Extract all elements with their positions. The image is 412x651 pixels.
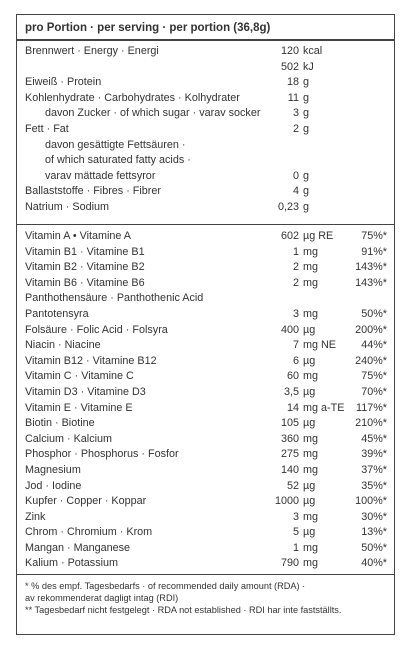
nutrient-amount: 18 [286,76,299,89]
nutrient-amount: 275 [280,448,299,461]
nutrient-percent-rdi: 44%* [361,339,387,352]
footnotes [17,574,394,617]
nutrient-label: Kohlenhydrate · Carbohydrates · Kolhydrater [25,91,240,104]
nutrient-label: Vitamin B12 · Vitamine B12 [25,354,157,367]
nutrient-amount: 360 [280,432,299,445]
nutrient-amount: 52 [286,479,299,492]
nutrient-unit: mg [303,276,318,289]
nutrient-unit: g [303,107,310,120]
nutrient-row [25,153,386,169]
nutrient-percent-rdi: 100%* [355,495,387,508]
nutrient-unit: mg [303,307,318,320]
nutrient-label: varav mättade fettsyror [45,169,156,182]
nutrient-amount: 3 [292,510,299,523]
nutrient-amount: 5 [292,526,299,539]
nutrient-unit: mg a-TE [303,401,345,414]
nutrient-label: Jod · Iodine [25,479,82,492]
nutrient-row [25,200,386,216]
nutrient-row [25,122,386,138]
nutrient-unit: mg [303,245,318,258]
nutrient-amount: 14 [286,401,299,414]
nutrient-row [25,44,386,60]
nutrient-unit: g [303,200,310,213]
nutrient-amount: 120 [280,45,299,57]
nutrient-label: davon gesättigte Fettsäuren · [45,138,186,151]
nutrient-row [25,291,386,307]
nutrient-unit: mg [303,463,318,476]
nutrient-amount: 1 [292,541,299,554]
nutrient-row [25,338,386,354]
nutrient-unit: µg [303,479,316,492]
nutrient-label: Folsäure · Folic Acid · Folsyra [25,323,168,336]
nutrient-row [25,510,386,526]
nutrient-percent-rdi: 91%* [361,245,387,258]
nutrient-amount: 6 [292,354,299,367]
nutrient-row [25,432,386,448]
nutrient-amount: 1000 [274,495,299,508]
nutrient-unit: µg [303,495,316,508]
nutrient-unit: µg [303,385,316,398]
nutrient-label: Eiweiß · Protein [25,76,102,89]
nutrient-percent-rdi: 30%* [361,510,387,523]
footnote-line: av rekommenderat dagligt intag (RDI) [25,593,179,604]
nutrient-label: Phosphor · Phosphorus · Fosfor [25,448,179,461]
nutrient-amount: 2 [292,276,299,289]
nutrient-unit: mg [303,432,318,445]
nutrient-unit: mg [303,557,318,570]
nutrient-row [25,60,386,76]
nutrient-unit: g [303,185,310,198]
nutrient-amount: 7 [292,339,299,352]
nutrient-unit: mg [303,510,318,523]
nutrient-unit: µg [303,417,316,430]
nutrient-amount: 1 [292,245,299,258]
nutrient-percent-rdi: 143%* [355,261,387,274]
nutrient-amount: 4 [292,185,299,198]
nutrient-label: Biotin · Biotine [25,417,95,430]
nutrient-unit: g [303,76,310,89]
nutrient-percent-rdi: 143%* [355,276,387,289]
nutrient-label: davon Zucker · of which sugar · varav socker [45,107,261,120]
nutrient-amount: 790 [280,557,299,570]
nutrient-row [25,479,386,495]
nutrient-row [25,385,386,401]
nutrient-percent-rdi: 40%* [361,557,387,570]
nutrient-unit: µg [303,323,316,336]
nutrient-label: Mangan · Manganese [25,541,131,554]
macronutrients-section [25,41,386,224]
nutrient-unit: g [303,122,310,135]
nutrient-amount: 105 [280,417,299,430]
nutrient-row [25,276,386,292]
nutrient-label: Pantotensyra [25,307,89,320]
nutrient-amount: 502 [280,60,299,73]
footnote-line: ** Tagesbedarf nicht festgelegt · RDA not established · RDI har inte fastställts. [25,605,342,616]
nutrient-amount: 0,23 [277,200,299,213]
nutrient-amount: 2 [292,122,299,135]
nutrient-unit: µg [303,354,316,367]
nutrient-row [25,106,386,122]
nutrient-label: Vitamin B6 · Vitamine B6 [25,276,145,289]
nutrient-row [25,91,386,107]
nutrient-row [25,184,386,200]
nutrient-row [25,323,386,339]
nutrient-percent-rdi: 39%* [361,448,387,461]
nutrient-percent-rdi: 210%* [355,417,387,430]
nutrient-label: Vitamin B2 · Vitamine B2 [25,261,145,274]
nutrient-amount: 3,5 [283,385,299,398]
nutrient-unit: mg [303,261,318,274]
nutrient-percent-rdi: 200%* [355,323,387,336]
nutrient-label: Panthothensäure · Panthothenic Acid [25,292,204,305]
nutrient-amount: 60 [286,370,299,383]
nutrient-row [25,416,386,432]
nutrient-label: Zink [25,510,46,523]
nutrient-label: Fett · Fat [25,122,69,135]
nutrient-amount: 2 [292,261,299,274]
nutrient-unit: mg [303,370,318,383]
nutrient-row [25,541,386,557]
nutrient-row [25,369,386,385]
nutrient-label: Niacin · Niacine [25,339,101,352]
nutrient-label: Vitamin C · Vitamine C [25,370,134,383]
serving-header: pro Portion · per serving · per portion (36,8g) [17,15,394,41]
nutrient-label: Magnesium [25,463,81,476]
nutrient-row [25,138,386,154]
nutrient-amount: 3 [292,107,299,120]
nutrient-label: Vitamin B1 · Vitamine B1 [25,245,145,258]
nutrient-row [25,354,386,370]
nutrient-amount: 140 [280,463,299,476]
nutrient-row [25,447,386,463]
nutrient-percent-rdi: 70%* [361,385,387,398]
nutrient-label: Vitamin D3 · Vitamine D3 [25,385,146,398]
nutrient-row [25,260,386,276]
nutrient-row [25,525,386,541]
nutrient-unit: g [303,169,310,182]
nutrient-label: Ballaststoffe · Fibres · Fibrer [25,185,161,198]
nutrient-percent-rdi: 50%* [361,307,387,320]
nutrient-percent-rdi: 50%* [361,541,387,554]
nutrient-unit: mg NE [303,339,336,352]
nutrition-facts-panel [16,14,395,635]
nutrient-percent-rdi: 13%* [361,526,387,539]
nutrient-unit: µg RE [303,230,334,242]
nutrient-label: Calcium · Kalcium [25,432,112,445]
nutrient-amount: 11 [287,91,299,104]
nutrient-label: of which saturated fatty acids · [45,154,191,167]
nutrient-label: Natrium · Sodium [25,200,109,213]
nutrient-percent-rdi: 240%* [355,354,387,367]
nutrient-percent-rdi: 45%* [361,432,387,445]
nutrient-percent-rdi: 35%* [361,479,387,492]
nutrient-label: Vitamin E · Vitamine E [25,401,133,414]
nutrient-row [25,556,386,572]
nutrient-amount: 0 [292,169,299,182]
nutrient-percent-rdi: 117%* [355,401,387,414]
nutrient-row [25,307,386,323]
nutrient-unit: kcal [303,45,323,57]
nutrient-amount: 602 [280,230,299,242]
nutrient-unit: mg [303,448,318,461]
nutrient-label: Chrom · Chromium · Krom [25,526,153,539]
nutrient-label: Brennwert · Energy · Energi [25,45,159,57]
nutrient-row [25,494,386,510]
nutrient-unit: g [303,91,310,104]
nutrient-row [25,245,386,261]
micronutrients-section [17,224,394,574]
nutrient-label: Kalium · Potassium [25,557,119,570]
nutrient-percent-rdi: 75%* [361,230,387,242]
nutrient-row [25,75,386,91]
footnote-line: * % des empf. Tagesbedarfs · of recommended daily amount (RDA) · [25,581,306,592]
nutrient-row [25,169,386,185]
nutrient-percent-rdi: 37%* [361,463,387,476]
nutrient-label: Vitamin A • Vitamine A [25,230,132,242]
nutrient-row [25,463,386,479]
nutrient-amount: 3 [292,307,299,320]
nutrient-row [25,401,386,417]
nutrient-percent-rdi: 75%* [361,370,387,383]
nutrient-unit: kJ [303,60,314,73]
nutrient-row [25,229,386,245]
nutrient-unit: µg [303,526,316,539]
nutrient-label: Kupfer · Copper · Koppar [25,495,147,508]
nutrient-unit: mg [303,541,318,554]
nutrient-amount: 400 [280,323,299,336]
